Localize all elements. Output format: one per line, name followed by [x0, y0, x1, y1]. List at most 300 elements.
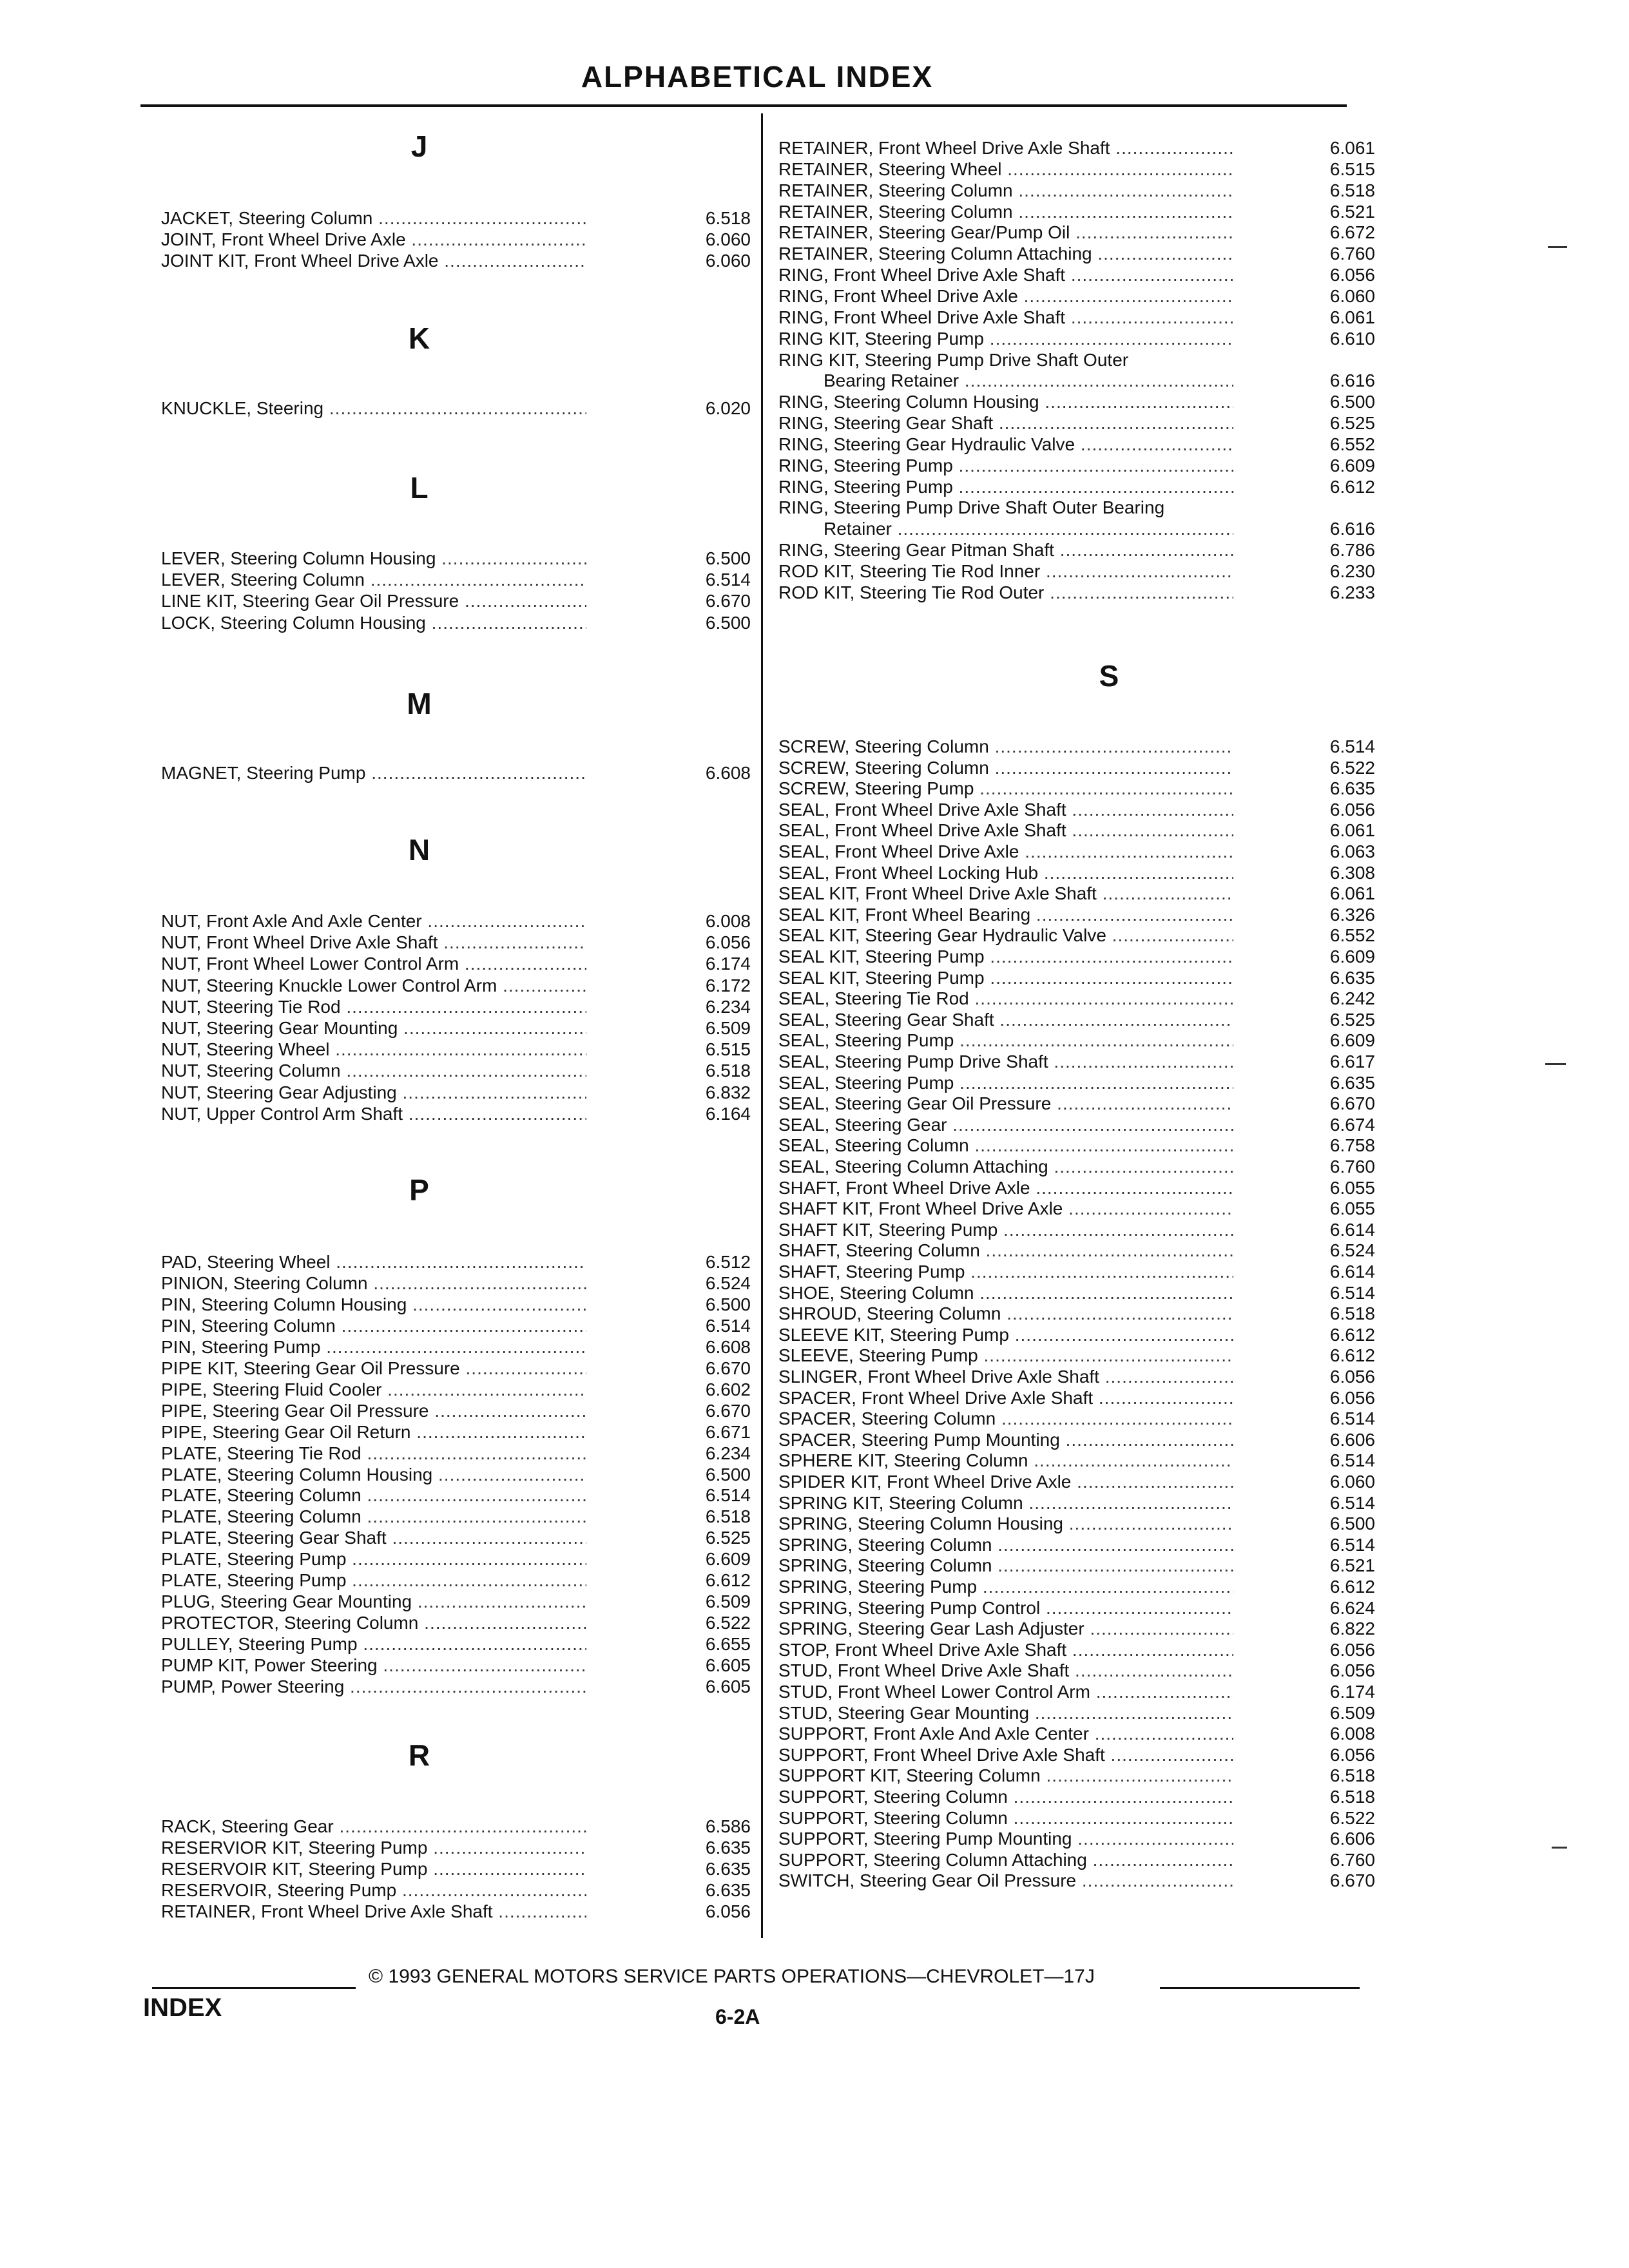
entry-description: SHAFT, Steering Column .....	[778, 1240, 1233, 1261]
entry-page-ref: 6.518	[705, 1506, 751, 1527]
entry-page-ref: 6.518	[1329, 180, 1375, 200]
entry-page-ref: 6.174	[1329, 1682, 1375, 1702]
index-entry	[161, 1879, 751, 1901]
entry-page-ref: 6.670	[705, 1400, 751, 1421]
index-entry	[778, 222, 1375, 243]
entry-description: SEAL, Front Wheel Drive Axle Shaft .....	[778, 799, 1233, 820]
entry-description: RESERVOIR, Steering Pump .....	[161, 1879, 586, 1901]
entry-page-ref: 6.670	[1329, 1870, 1375, 1891]
entry-description: PLATE, Steering Gear Shaft .....	[161, 1527, 586, 1548]
index-entry	[161, 1591, 751, 1612]
entry-page-ref: 6.500	[705, 612, 751, 633]
index-entry	[778, 1366, 1375, 1387]
entry-page-ref: 6.230	[1329, 561, 1375, 581]
entry-description: SEAL KIT, Front Wheel Bearing .....	[778, 904, 1233, 925]
footer-rule-right	[1160, 1987, 1360, 1989]
index-entry	[778, 1576, 1375, 1597]
entry-page-ref: 6.832	[705, 1082, 751, 1102]
entry-description: NUT, Steering Wheel .....	[161, 1039, 586, 1060]
entry-page-ref: 6.609	[1329, 455, 1375, 476]
index-entry	[778, 159, 1375, 180]
entry-page-ref: 6.670	[705, 591, 751, 611]
entry-page-ref: 6.056	[1329, 1367, 1375, 1387]
entry-description: SUPPORT KIT, Steering Column .....	[778, 1765, 1233, 1786]
entry-page-ref: 6.670	[705, 1358, 751, 1378]
entry-description: NUT, Steering Gear Adjusting .....	[161, 1082, 586, 1103]
index-entry	[161, 1570, 751, 1591]
index-entry	[778, 1450, 1375, 1471]
entry-description: RING, Steering Pump Drive Shaft Outer Bearing	[778, 497, 1165, 518]
entry-description: PIN, Steering Column Housing .....	[161, 1294, 586, 1315]
entry-page-ref: 6.500	[705, 548, 751, 568]
index-entry	[778, 1555, 1375, 1576]
entry-page-ref: 6.521	[1329, 1555, 1375, 1576]
index-entry	[778, 1156, 1375, 1177]
entry-description: SHAFT, Steering Pump .....	[778, 1261, 1233, 1282]
entry-description: SEAL, Steering Pump .....	[778, 1030, 1233, 1051]
index-entry	[778, 1093, 1375, 1114]
entry-page-ref: 6.514	[705, 570, 751, 590]
entry-page-ref: 6.612	[705, 1570, 751, 1591]
entry-page-ref: 6.760	[1329, 1849, 1375, 1870]
entry-description: RESERVOIR KIT, Steering Pump .....	[161, 1858, 586, 1879]
index-entry	[778, 1135, 1375, 1156]
entry-description: SUPPORT, Steering Column .....	[778, 1807, 1233, 1829]
entry-page-ref: 6.518	[1329, 1765, 1375, 1786]
entry-description: MAGNET, Steering Pump .....	[161, 762, 586, 783]
index-entry	[778, 925, 1375, 946]
index-entry	[778, 1408, 1375, 1429]
entry-page-ref: 6.514	[1329, 1534, 1375, 1555]
index-entry	[778, 434, 1375, 455]
entry-description: RING, Steering Gear Hydraulic Valve .....	[778, 434, 1233, 455]
index-entry	[161, 1655, 751, 1676]
entry-page-ref: 6.674	[1329, 1114, 1375, 1135]
footer-page-number: 6-2A	[715, 2005, 760, 2028]
entry-description: SLINGER, Front Wheel Drive Axle Shaft .....	[778, 1366, 1233, 1387]
entry-page-ref: 6.055	[1329, 1198, 1375, 1219]
entry-description: LOCK, Steering Column Housing .....	[161, 612, 586, 633]
entry-page-ref: 6.522	[1329, 757, 1375, 778]
entry-page-ref: 6.518	[1329, 1303, 1375, 1324]
entry-description: SCREW, Steering Column .....	[778, 736, 1233, 757]
index-entry	[778, 862, 1375, 883]
index-entry	[161, 1548, 751, 1570]
index-entry	[161, 975, 751, 996]
entry-description: NUT, Steering Column .....	[161, 1060, 586, 1081]
index-entry	[778, 180, 1375, 201]
title-rule	[140, 104, 1347, 107]
entry-description: NUT, Steering Gear Mounting .....	[161, 1017, 586, 1039]
entry-page-ref: 6.512	[705, 1252, 751, 1272]
entry-page-ref: 6.525	[705, 1528, 751, 1548]
entry-page-ref: 6.515	[1329, 159, 1375, 179]
entry-description: SPHERE KIT, Steering Column .....	[778, 1450, 1233, 1471]
entry-description: PROTECTOR, Steering Column .....	[161, 1612, 586, 1633]
entry-page-ref: 6.610	[1329, 328, 1375, 349]
index-entry	[778, 285, 1375, 307]
index-entry	[778, 1870, 1375, 1891]
index-entry	[778, 1429, 1375, 1450]
entry-page-ref: 6.635	[705, 1880, 751, 1900]
index-entry	[161, 1443, 751, 1464]
entry-description: SEAL KIT, Front Wheel Drive Axle Shaft .....	[778, 883, 1233, 904]
entry-page-ref: 6.514	[1329, 1408, 1375, 1429]
index-entry	[778, 1660, 1375, 1681]
index-entry	[161, 1103, 751, 1124]
entry-description: STUD, Steering Gear Mounting .....	[778, 1702, 1233, 1724]
index-entry	[778, 561, 1375, 582]
entry-description: SEAL, Front Wheel Locking Hub .....	[778, 862, 1233, 883]
entry-page-ref: 6.522	[1329, 1807, 1375, 1828]
entry-page-ref: 6.509	[705, 1591, 751, 1612]
entry-description: SPACER, Front Wheel Drive Axle Shaft .....	[778, 1387, 1233, 1408]
index-letter-heading: J	[410, 130, 428, 163]
index-entry	[778, 1051, 1375, 1072]
index-entry	[778, 946, 1375, 967]
index-letter-heading: R	[408, 1738, 430, 1772]
entry-description: SHAFT, Front Wheel Drive Axle .....	[778, 1177, 1233, 1198]
entry-page-ref: 6.500	[1329, 1514, 1375, 1534]
index-entry	[161, 1506, 751, 1527]
entry-description: NUT, Upper Control Arm Shaft .....	[161, 1103, 586, 1124]
entry-page-ref: 6.605	[705, 1655, 751, 1676]
index-entry	[161, 1527, 751, 1548]
entry-page-ref: 6.234	[705, 1443, 751, 1463]
entry-description: SHAFT KIT, Steering Pump .....	[778, 1219, 1233, 1240]
entry-page-ref: 6.063	[1329, 841, 1375, 861]
entry-description: RETAINER, Steering Column .....	[778, 201, 1233, 222]
entry-page-ref: 6.308	[1329, 862, 1375, 883]
entry-page-ref: 6.056	[1329, 799, 1375, 820]
entry-page-ref: 6.822	[1329, 1619, 1375, 1639]
index-entry	[161, 250, 751, 271]
entry-description: STUD, Front Wheel Drive Axle Shaft .....	[778, 1660, 1233, 1681]
entry-description: SPRING, Steering Pump .....	[778, 1576, 1233, 1597]
index-entry	[778, 1618, 1375, 1639]
entry-description: SPACER, Steering Pump Mounting .....	[778, 1429, 1233, 1450]
entry-description: SEAL, Steering Column Attaching .....	[778, 1156, 1233, 1177]
entry-description: ROD KIT, Steering Tie Rod Outer .....	[778, 582, 1233, 603]
index-entry	[161, 1379, 751, 1400]
index-letter-heading: L	[410, 471, 429, 505]
index-entry	[161, 1358, 751, 1379]
entry-description: LEVER, Steering Column Housing .....	[161, 548, 586, 569]
entry-page-ref: 6.233	[1329, 582, 1375, 602]
entry-page-ref: 6.514	[705, 1315, 751, 1336]
entry-page-ref: 6.164	[705, 1103, 751, 1124]
index-entry	[778, 1345, 1375, 1366]
index-entry	[161, 932, 751, 953]
entry-page-ref: 6.514	[1329, 1282, 1375, 1303]
entry-description: SEAL, Steering Tie Rod .....	[778, 988, 1233, 1009]
entry-description: SUPPORT, Steering Pump Mounting .....	[778, 1828, 1233, 1849]
index-entry	[778, 904, 1375, 925]
entry-page-ref: 6.605	[705, 1677, 751, 1696]
index-entry	[778, 201, 1375, 222]
entry-page-ref: 6.614	[1329, 1262, 1375, 1282]
entry-page-ref: 6.174	[705, 954, 751, 974]
entry-page-ref: 6.552	[1329, 925, 1375, 946]
index-entry	[161, 1816, 751, 1837]
entry-description: RETAINER, Steering Wheel .....	[778, 159, 1233, 180]
entry-page-ref: 6.056	[1329, 1639, 1375, 1660]
entry-page-ref: 6.616	[1329, 519, 1375, 539]
entry-page-ref: 6.060	[1329, 285, 1375, 306]
entry-description: SUPPORT, Steering Column .....	[778, 1786, 1233, 1807]
entry-description: SEAL, Steering Gear Shaft .....	[778, 1009, 1233, 1030]
entry-description: SPRING, Steering Pump Control .....	[778, 1597, 1233, 1619]
entry-description: SEAL, Steering Gear Oil Pressure .....	[778, 1093, 1233, 1114]
entry-page-ref: 6.760	[1329, 244, 1375, 264]
index-entry	[778, 1513, 1375, 1534]
page-title: ALPHABETICAL INDEX	[581, 60, 934, 93]
entry-page-ref: 6.608	[705, 1336, 751, 1357]
entry-page-ref: 6.514	[1329, 1450, 1375, 1471]
entry-description: SPRING, Steering Column Housing .....	[778, 1513, 1233, 1534]
entry-description: PLATE, Steering Pump .....	[161, 1570, 586, 1591]
entry-page-ref: 6.612	[1329, 1324, 1375, 1345]
entry-description: PLATE, Steering Column .....	[161, 1485, 586, 1506]
entry-description: PIPE, Steering Gear Oil Return .....	[161, 1421, 586, 1443]
entry-description: RING, Front Wheel Drive Axle Shaft .....	[778, 307, 1233, 328]
entry-page-ref: 6.602	[705, 1379, 751, 1399]
entry-description: SLEEVE KIT, Steering Pump .....	[778, 1324, 1233, 1345]
entry-description: RING, Steering Pump .....	[778, 476, 1233, 497]
index-entry	[778, 476, 1375, 497]
entry-description: PLATE, Steering Column .....	[161, 1506, 586, 1527]
index-entry	[161, 953, 751, 974]
entry-description: SPRING, Steering Column .....	[778, 1534, 1233, 1555]
entry-page-ref: 6.655	[705, 1634, 751, 1655]
entry-page-ref: 6.056	[705, 1901, 751, 1921]
entry-description: RETAINER, Steering Gear/Pump Oil .....	[778, 222, 1233, 243]
index-entry	[161, 1464, 751, 1485]
entry-page-ref: 6.524	[705, 1273, 751, 1293]
index-entry	[778, 391, 1375, 412]
entry-description: SCREW, Steering Pump .....	[778, 778, 1233, 799]
entry-page-ref: 6.552	[1329, 434, 1375, 454]
index-entry	[778, 412, 1375, 434]
index-entry	[161, 1336, 751, 1358]
entry-page-ref: 6.635	[705, 1838, 751, 1858]
entry-page-ref: 6.521	[1329, 201, 1375, 222]
entry-description: SPACER, Steering Column .....	[778, 1408, 1233, 1429]
entry-description: JACKET, Steering Column .....	[161, 207, 586, 229]
index-entry	[778, 264, 1375, 285]
entry-description: NUT, Front Wheel Lower Control Arm .....	[161, 953, 586, 974]
index-entry	[778, 967, 1375, 988]
entry-description: RING KIT, Steering Pump .....	[778, 328, 1233, 349]
index-entry	[778, 1807, 1375, 1829]
entry-page-ref: 6.612	[1329, 1577, 1375, 1597]
index-entry	[778, 455, 1375, 476]
entry-page-ref: 6.514	[1329, 736, 1375, 756]
entry-page-ref: 6.060	[1329, 1472, 1375, 1492]
entry-page-ref: 6.609	[705, 1549, 751, 1570]
entry-description: PINION, Steering Column .....	[161, 1273, 586, 1294]
footer-section-label: INDEX	[143, 1994, 222, 2022]
entry-description: NUT, Front Wheel Drive Axle Shaft .....	[161, 932, 586, 953]
entry-description: RING, Steering Gear Pitman Shaft .....	[778, 539, 1233, 561]
entry-page-ref: 6.056	[1329, 1387, 1375, 1408]
entry-description: SPRING, Steering Column .....	[778, 1555, 1233, 1576]
index-entry	[778, 883, 1375, 904]
entry-page-ref: 6.518	[1329, 1787, 1375, 1807]
entry-description: RETAINER, Steering Column Attaching .....	[778, 243, 1233, 264]
entry-description: SLEEVE, Steering Pump .....	[778, 1345, 1233, 1366]
index-entry	[161, 1294, 751, 1315]
entry-description: SUPPORT, Steering Column Attaching .....	[778, 1849, 1233, 1870]
entry-description: PUMP, Power Steering .....	[161, 1676, 586, 1697]
index-letter-heading: S	[1099, 659, 1119, 693]
entry-description: NUT, Steering Tie Rod .....	[161, 996, 586, 1017]
footer-rule-left	[152, 1987, 356, 1989]
index-entry	[778, 243, 1375, 264]
entry-description: RETAINER, Front Wheel Drive Axle Shaft .....	[778, 137, 1233, 159]
entry-page-ref: 6.514	[705, 1485, 751, 1506]
margin-mark	[1548, 246, 1567, 248]
entry-page-ref: 6.614	[1329, 1219, 1375, 1240]
index-entry	[778, 1009, 1375, 1030]
entry-description: SHAFT KIT, Front Wheel Drive Axle .....	[778, 1198, 1233, 1219]
index-entry	[161, 207, 751, 229]
entry-page-ref: 6.671	[705, 1421, 751, 1442]
index-entry	[161, 996, 751, 1017]
entry-description: SEAL KIT, Steering Gear Hydraulic Valve .....	[778, 925, 1233, 946]
index-letter-heading: M	[407, 687, 432, 720]
index-entry	[778, 1261, 1375, 1282]
entry-page-ref: 6.061	[1329, 138, 1375, 158]
entry-page-ref: 6.234	[705, 996, 751, 1017]
entry-page-ref: 6.786	[1329, 540, 1375, 561]
entry-page-ref: 6.172	[705, 975, 751, 995]
entry-description: SPRING, Steering Gear Lash Adjuster .....	[778, 1618, 1233, 1639]
index-entry	[161, 229, 751, 250]
column-divider	[761, 113, 763, 1938]
entry-page-ref: 6.061	[1329, 820, 1375, 841]
index-entry	[778, 1534, 1375, 1555]
entry-page-ref: 6.635	[1329, 1072, 1375, 1093]
index-entry	[161, 910, 751, 932]
entry-description: SEAL KIT, Steering Pump .....	[778, 967, 1233, 988]
entry-page-ref: 6.635	[1329, 778, 1375, 799]
margin-mark	[1545, 1063, 1566, 1065]
entry-description: PIN, Steering Pump .....	[161, 1336, 586, 1358]
entry-page-ref: 6.609	[1329, 947, 1375, 966]
entry-page-ref: 6.056	[1329, 1660, 1375, 1681]
entry-description: Retainer .....	[778, 518, 1233, 539]
index-entry	[778, 988, 1375, 1009]
index-entry	[778, 349, 1375, 370]
index-entry	[778, 1828, 1375, 1849]
entry-description: PLUG, Steering Gear Mounting .....	[161, 1591, 586, 1612]
index-entry	[778, 820, 1375, 841]
entry-page-ref: 6.242	[1329, 988, 1375, 1009]
entry-page-ref: 6.635	[1329, 967, 1375, 988]
index-entry	[161, 1858, 751, 1879]
entry-page-ref: 6.617	[1329, 1052, 1375, 1072]
index-entry	[778, 1240, 1375, 1261]
index-entry	[161, 590, 751, 611]
entry-page-ref: 6.635	[705, 1859, 751, 1879]
entry-page-ref: 6.670	[1329, 1093, 1375, 1114]
index-entry	[778, 1387, 1375, 1408]
index-entry	[778, 137, 1375, 159]
index-entry	[778, 1681, 1375, 1702]
entry-page-ref: 6.514	[1329, 1492, 1375, 1513]
index-letter-heading: P	[409, 1173, 429, 1207]
entry-page-ref: 6.525	[1329, 1009, 1375, 1030]
entry-page-ref: 6.500	[705, 1294, 751, 1314]
entry-description: PIPE KIT, Steering Gear Oil Pressure .....	[161, 1358, 586, 1379]
entry-description: PIPE, Steering Fluid Cooler .....	[161, 1379, 586, 1400]
entry-description: KNUCKLE, Steering .....	[161, 398, 586, 419]
index-entry	[778, 799, 1375, 820]
entry-page-ref: 6.616	[1329, 370, 1375, 391]
index-entry	[161, 1082, 751, 1103]
index-entry	[778, 1492, 1375, 1514]
entry-description: RING, Steering Pump .....	[778, 455, 1233, 476]
entry-page-ref: 6.608	[705, 763, 751, 783]
index-letter-heading: N	[408, 833, 430, 867]
index-entry	[778, 1639, 1375, 1660]
entry-description: SEAL, Front Wheel Drive Axle Shaft .....	[778, 820, 1233, 841]
entry-page-ref: 6.609	[1329, 1030, 1375, 1051]
index-entry	[161, 1039, 751, 1060]
index-entry	[778, 1765, 1375, 1786]
index-entry	[778, 518, 1375, 539]
entry-page-ref: 6.672	[1329, 222, 1375, 243]
index-entry	[778, 1303, 1375, 1324]
entry-page-ref: 6.020	[705, 398, 751, 418]
entry-description: JOINT KIT, Front Wheel Drive Axle .....	[161, 250, 586, 271]
entry-description: RING KIT, Steering Pump Drive Shaft Outer	[778, 349, 1129, 370]
entry-page-ref: 6.518	[705, 208, 751, 228]
index-entry	[161, 1485, 751, 1506]
entry-description: PUMP KIT, Power Steering .....	[161, 1655, 586, 1676]
index-entry	[778, 539, 1375, 561]
index-entry	[778, 778, 1375, 799]
entry-page-ref: 6.061	[1329, 307, 1375, 327]
index-entry	[161, 1315, 751, 1336]
index-entry	[161, 548, 751, 569]
index-entry	[778, 1219, 1375, 1240]
index-entry	[778, 1282, 1375, 1303]
index-entry	[778, 1597, 1375, 1619]
entry-description: SEAL, Front Wheel Drive Axle .....	[778, 841, 1233, 862]
entry-page-ref: 6.326	[1329, 904, 1375, 925]
entry-description: ROD KIT, Steering Tie Rod Inner .....	[778, 561, 1233, 582]
index-entry	[778, 1786, 1375, 1807]
index-entry	[778, 841, 1375, 862]
entry-description: SUPPORT, Front Wheel Drive Axle Shaft .....	[778, 1744, 1233, 1765]
entry-page-ref: 6.515	[705, 1039, 751, 1060]
index-entry	[778, 1114, 1375, 1135]
entry-description: PULLEY, Steering Pump .....	[161, 1633, 586, 1655]
entry-description: RETAINER, Steering Column .....	[778, 180, 1233, 201]
index-entry	[161, 762, 751, 783]
index-entry	[778, 1072, 1375, 1093]
index-entry	[778, 370, 1375, 391]
entry-description: SEAL, Steering Pump .....	[778, 1072, 1233, 1093]
index-entry	[778, 1849, 1375, 1870]
index-entry	[161, 1251, 751, 1273]
entry-description: PLATE, Steering Column Housing .....	[161, 1464, 586, 1485]
index-entry	[778, 328, 1375, 349]
index-entry	[778, 1471, 1375, 1492]
entry-page-ref: 6.606	[1329, 1829, 1375, 1849]
